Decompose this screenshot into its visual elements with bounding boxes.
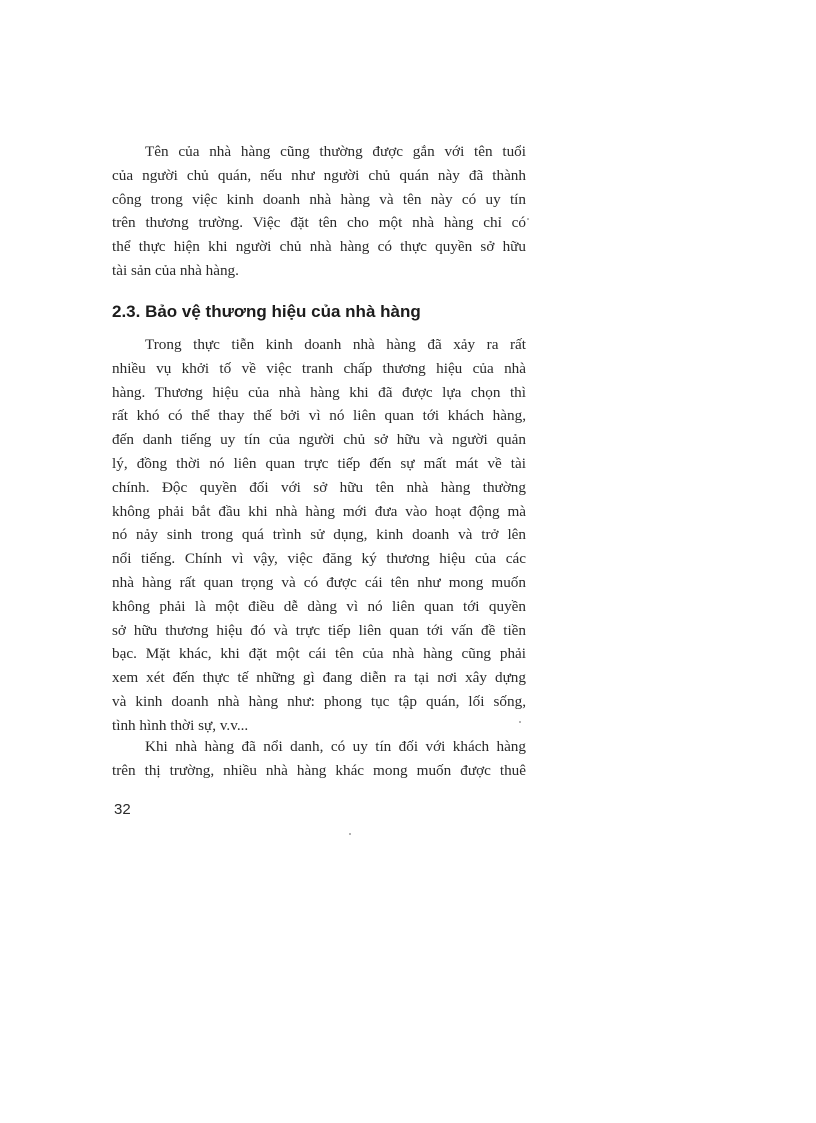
paragraph-restaurant-name-owner <box>112 140 526 283</box>
text-line: trên thương trường. Việc đặt tên cho một nhà hàng chỉ có <box>112 214 526 232</box>
text-line: tài sản của nhà hàng. <box>112 261 239 279</box>
text-line: Trong thực tiễn kinh doanh nhà hàng đã xảy ra rất <box>145 336 526 353</box>
text-line: và kinh doanh nhà hàng như: phong tục tập quán, lối sống, <box>112 692 526 710</box>
page-number: 32 <box>114 801 131 818</box>
text-line: nổi tiếng. Chính vì vậy, việc đăng ký thương hiệu của các <box>112 550 526 568</box>
text-line: nhà hàng rất quan trọng và có được cái tên như mong muốn <box>112 573 526 591</box>
text-line: hàng. Thương hiệu của nhà hàng khi đã được lựa chọn thì <box>112 383 526 401</box>
text-line: không phải là một điều dễ dàng vì nó liên quan tới quyền <box>112 597 526 615</box>
text-line: bạc. Mặt khác, khi đặt một cái tên của nhà hàng cũng phải <box>112 645 526 663</box>
text-line: xem xét đến thực tế những gì đang diễn ra tại nơi xây dựng <box>112 669 526 687</box>
text-line: sở hữu thương hiệu đó và trực tiếp liên quan tới vấn đề tiền <box>112 621 526 639</box>
text-line: của người chủ quán, nếu như người chủ quán này đã thành <box>112 166 526 184</box>
text-line: chính. Độc quyền đối với sở hữu tên nhà hàng thường <box>112 478 526 496</box>
text-line: Tên của nhà hàng cũng thường được gắn với tên tuổi <box>145 143 526 160</box>
text-line: tình hình thời sự, v.v... <box>112 716 249 734</box>
text-line: rất khó có thể thay thế bởi vì nó liên quan tới khách hàng, <box>112 407 526 425</box>
paragraph-famous-restaurant <box>112 735 526 783</box>
scan-speck <box>349 833 351 835</box>
text-line: trên thị trường, nhiều nhà hàng khác mong muốn được thuê <box>112 761 526 779</box>
scan-speck <box>527 218 529 220</box>
text-line: công trong việc kinh doanh nhà hàng và tên này có uy tín <box>112 190 526 208</box>
paragraph-brand-protection <box>112 333 526 738</box>
text-line: nhiều vụ khởi tố về việc tranh chấp thương hiệu của nhà <box>112 359 526 377</box>
text-line: không phải bắt đầu khi nhà hàng mới đưa vào hoạt động mà <box>112 502 526 520</box>
text-line: lý, đồng thời nó liên quan trực tiếp đến sự mất mát về tài <box>112 454 526 472</box>
section-heading: 2.3. Bảo vệ thương hiệu của nhà hàng <box>112 302 421 321</box>
text-line: thể thực hiện khi người chủ nhà hàng có thực quyền sở hữu <box>112 238 526 256</box>
scan-speck <box>519 721 521 723</box>
text-line: đến danh tiếng uy tín của người chủ sở hữu và người quản <box>112 431 526 449</box>
text-line: nó nảy sinh trong quá trình sử dụng, kinh doanh và trở lên <box>112 526 526 544</box>
text-line: Khi nhà hàng đã nổi danh, có uy tín đối với khách hàng <box>145 738 526 755</box>
